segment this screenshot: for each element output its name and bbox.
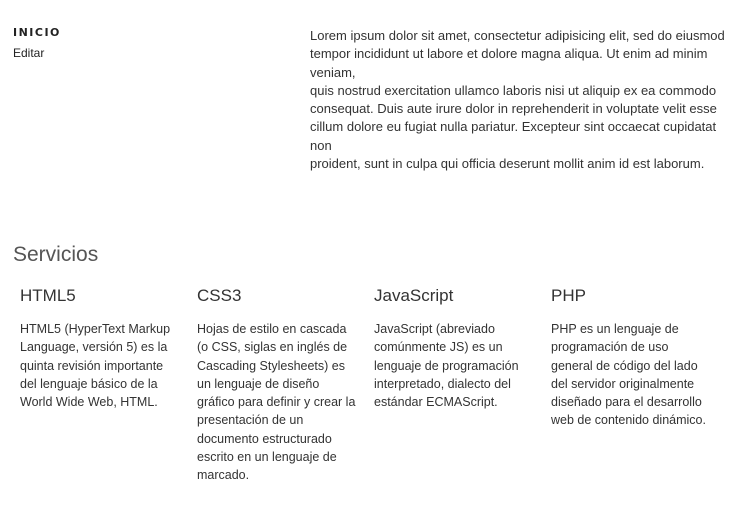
service-title: PHP [551,286,586,305]
service-php [551,285,713,430]
intro-text [310,27,730,173]
service-javascript [374,285,536,411]
service-css3 [197,285,359,485]
intro-line: Lorem ipsum dolor sit amet, consectetur adipisicing elit, sed do eiusmod [310,28,725,43]
service-html5 [20,285,182,411]
service-title: HTML5 [20,286,76,305]
page-header [13,26,61,60]
intro-line: consequat. Duis aute irure dolor in reprehenderit in voluptate velit esse [310,101,717,117]
service-title: CSS3 [197,286,242,305]
service-description: HTML5 (HyperText Markup Language, versión 5) es la quinta revisión importante del lenguaje básico de la World Wide Web, HTML. [20,322,171,410]
page-title: INICIO [13,26,61,39]
edit-link[interactable]: Editar [13,46,45,60]
intro-line: quis nostrud exercitation ullamco laboris nisi ut aliquip ex ea commodo [310,82,717,98]
intro-line: cillum dolore eu fugiat nulla pariatur. Excepteur sint occaecat cupidatat non [310,119,717,153]
service-description: JavaScript (abreviado comúnmente JS) es un lenguaje de programación interpretado, dialecto del estándar ECMAScript. [374,322,519,410]
intro-line: proident, sunt in culpa qui officia deserunt mollit anim id est laborum. [310,156,705,172]
intro-line: tempor incididunt ut labore et dolore magna aliqua. Ut enim ad minim veniam, [310,46,708,80]
services-heading: Servicios [13,243,99,266]
service-description: PHP es un lenguaje de programación de uso general de código del lado del servidor originalmente diseñado para el desarrollo web de contenido dinámico. [551,322,706,428]
service-title: JavaScript [374,286,454,305]
service-description: Hojas de estilo en cascada (o CSS, siglas en inglés de Cascading Stylesheets) es un lenguaje de diseño gráfico para definir y crear la presentación de un documento estructurado escrito en un lenguaje de marcado. [197,322,356,483]
